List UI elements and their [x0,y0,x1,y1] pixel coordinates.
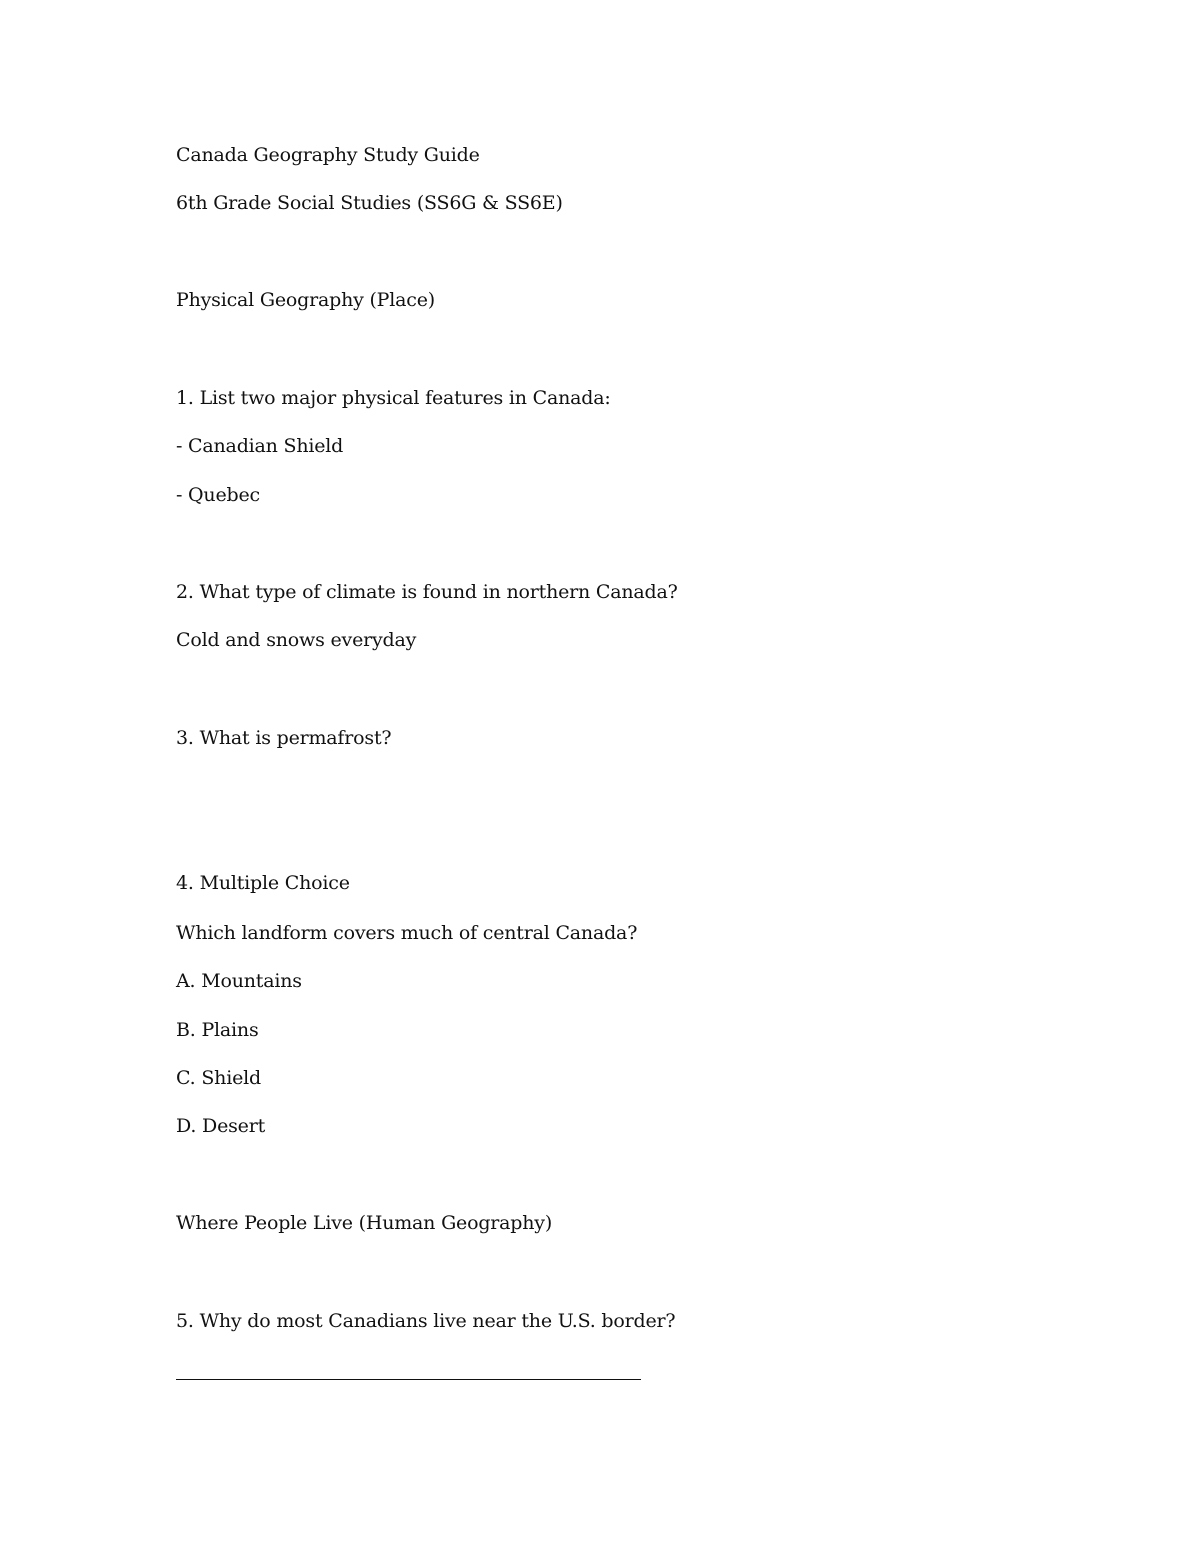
choice-option: C. Shield [176,1067,261,1089]
question-5: 5. Why do most Canadians live near the U.S. border? [176,1310,676,1332]
answer-1-item: - Canadian Shield [176,435,344,457]
document-title: Canada Geography Study Guide [176,144,480,166]
choice-option: B. Plains [176,1019,259,1041]
answer-line [176,1379,641,1380]
section-heading-human: Where People Live (Human Geography) [176,1212,553,1234]
question-4: Which landform covers much of central Canada? [176,922,638,944]
question-2: 2. What type of climate is found in northern Canada? [176,581,678,603]
choice-option: D. Desert [176,1115,266,1137]
question-3: 3. What is permafrost? [176,727,392,749]
question-1: 1. List two major physical features in Canada: [176,387,611,409]
document-subtitle: 6th Grade Social Studies (SS6G & SS6E) [176,192,563,214]
section-heading-physical: Physical Geography (Place) [176,289,435,311]
answer-1-item: - Quebec [176,484,260,506]
choice-option: A. Mountains [176,970,302,992]
answer-2: Cold and snows everyday [176,629,417,651]
question-4-heading: 4. Multiple Choice [176,872,350,894]
